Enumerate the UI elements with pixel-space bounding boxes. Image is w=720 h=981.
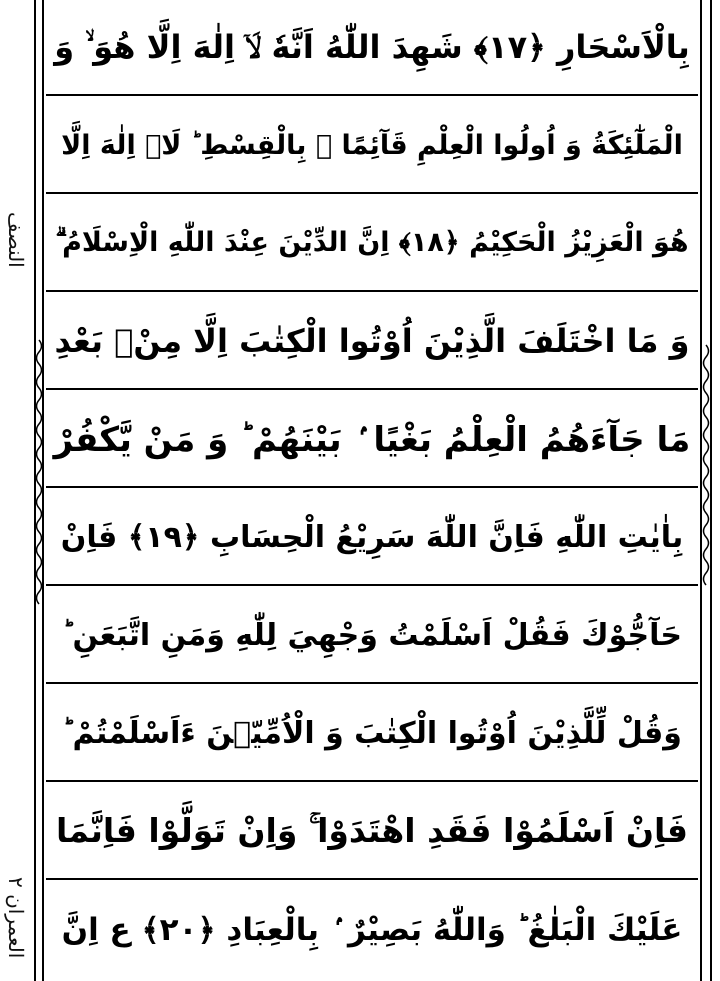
page-margin <box>0 0 34 981</box>
right-border-rail <box>700 0 712 981</box>
text-line-8 <box>46 686 698 782</box>
quran-text-block <box>46 0 698 981</box>
line-text: حَآجُّوْكَ فَقُلْ اَسْلَمْتُ وَجْهِيَ لِلّٰهِ وَمَنِ اتَّبَعَنِ ؕ <box>62 617 682 653</box>
left-border-rail <box>34 0 44 981</box>
line-text: الْمَلٰٓئِكَةُ وَ اُولُوا الْعِلْمِ قَآئِمًا ۢ بِالْقِسْطِ ؕ لَاۤ اِلٰهَ اِلَّا <box>61 129 683 161</box>
text-line-4 <box>46 294 698 390</box>
line-text: هُوَ الْعَزِيْزُ الْحَكِيْمُ ﴿١٨﴾ اِنَّ الدِّيْنَ عِنْدَ اللّٰهِ الْاِسْلَامُ ۗ <box>55 227 689 258</box>
line-text: بِاٰيٰتِ اللّٰهِ فَاِنَّ اللّٰهَ سَرِيْعُ الْحِسَابِ ﴿١٩﴾ فَاِنْ <box>60 519 684 555</box>
line-text: وَقُلْ لِّلَّذِيْنَ اُوْتُوا الْكِتٰبَ وَ الْاُمِّيّٖنَ ءَاَسْلَمْتُمْ ؕ <box>62 715 682 751</box>
text-line-5 <box>46 392 698 488</box>
text-line-2 <box>46 98 698 194</box>
text-line-3 <box>46 196 698 292</box>
text-line-7 <box>46 588 698 684</box>
line-text: فَاِنْ اَسْلَمُوْا فَقَدِ اهْتَدَوْا ۚ وَاِنْ تَوَلَّوْا فَاِنَّمَا <box>55 811 689 850</box>
line-text: وَ مَا اخْتَلَفَ الَّذِيْنَ اُوْتُوا الْكِتٰبَ اِلَّا مِنْۢ بَعْدِ <box>54 322 690 360</box>
margin-label-nisf: النصف <box>4 212 28 268</box>
line-text: بِالْاَسْحَارِ ﴿١٧﴾ شَهِدَ اللّٰهُ اَنَّهٗ لَاۤ اِلٰهَ اِلَّا هُوَ ۙ وَ <box>54 27 690 66</box>
text-line-6 <box>46 490 698 586</box>
text-line-9 <box>46 784 698 880</box>
line-text: مَا جَآءَهُمُ الْعِلْمُ بَغْيًا ۢ بَيْنَهُمْ ؕ وَ مَنْ يَّكْفُرْ <box>53 419 691 460</box>
left-border-ornament <box>32 0 46 981</box>
right-border-ornament <box>698 0 714 981</box>
text-line-1 <box>46 0 698 96</box>
margin-label-surah: العمران ٢ <box>4 876 28 959</box>
text-line-10 <box>46 882 698 978</box>
line-text: عَلَيْكَ الْبَلٰغُ ؕ وَاللّٰهُ بَصِيْرٌ ۢ بِالْعِبَادِ ﴿٢٠﴾ ع اِنَّ <box>61 912 683 948</box>
